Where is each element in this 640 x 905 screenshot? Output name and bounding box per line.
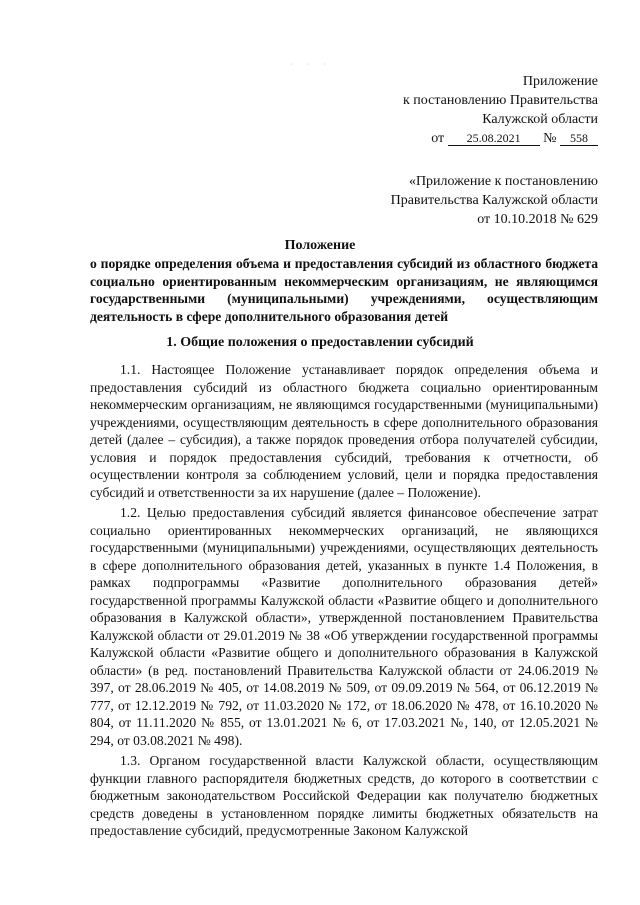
section-heading: 1. Общие положения о предоставлении субсидий	[166, 335, 474, 350]
annex-region-line: Калужской области	[482, 112, 598, 127]
annex-header	[403, 72, 598, 148]
previous-annex-line-3: от 10.10.2018 № 629	[477, 212, 598, 227]
number-label: №	[543, 131, 557, 146]
previous-annex-line-1: «Приложение к постановлению	[408, 174, 598, 189]
section-body	[90, 361, 598, 843]
annex-resolution-line: к постановлению Правительства	[402, 93, 598, 108]
resolution-date: 25.08.2021	[448, 131, 540, 146]
document-subtitle: о порядке определения объема и предоставления субсидий из областного бюджета социально ориентированным некоммерческим организациям, не являющимся государственными (муниципальными) учреждениями, осуществляющим деятельность в сфере дополнительного образования детей	[90, 256, 598, 324]
annex-label: Приложение	[522, 74, 598, 89]
paragraph-1-2: 1.2. Целью предоставления субсидий является финансовое обеспечение затрат социально ориентированных некоммерческих организаций, не являющихся государственными (муниципальными) учреждениями, осуществляющих деятельность в сфере дополнительного образования детей, указанных в пункте 1.4 Положения, в рамках подпрограммы «Развитие дополнительного образования детей» государственной программы Калужской области «Развитие общего и дополнительного образования в Калужской области», утвержденной постановлением Правительства Калужской области от 29.01.2019 № 38 «Об утверждении государственной программы Калужской области «Развитие общего и дополнительного образования в Калужской области» (в ред. постановлений Правительства Калужской области от 24.06.2019 № 397, от 28.06.2019 № 405, от 14.08.2019 № 509, от 09.09.2019 № 564, от 06.12.2019 № 777, от 12.12.2019 № 792, от 11.03.2020 № 172, от 18.06.2020 № 478, от 16.10.2020 № 804, от 11.11.2020 № 855, от 13.01.2021 № 6, от 17.03.2021 №, 140, от 12.05.2021 № 294, от 03.08.2021 № 498).	[90, 505, 598, 748]
annex-date-number-line	[403, 129, 598, 148]
resolution-number: 558	[560, 131, 598, 146]
paragraph-1-1: 1.1. Настоящее Положение устанавливает порядок определения объема и предоставления субсидий из областного бюджета социально ориентированным некоммерческим организациям, не являющимся государственными (муниципальными) учреждениями, осуществляющим деятельность в сфере дополнительного образования детей (далее – субсидия), а также порядок проведения отбора получателей субсидии, условия и порядок предоставления субсидий, требования к отчетности, об осуществлении контроля за соблюдением условий, цели и порядка предоставления субсидий и ответственности за их нарушение (далее – Положение).	[90, 362, 598, 500]
scan-artifact: · · ·	[290, 60, 332, 69]
previous-annex-reference	[391, 172, 598, 229]
document-title: Положение	[284, 238, 356, 253]
from-label: от	[431, 131, 445, 146]
previous-annex-line-2: Правительства Калужской области	[390, 193, 598, 208]
paragraph-1-3: 1.3. Органом государственной власти Калужской области, осуществляющим функции главного распорядителя бюджетных средств, до которого в соответствии с бюджетным законодательством Российской Федерации как получателю бюджетных средств доведены в установленном порядке лимиты бюджетных обязательств на предоставление субсидий, предусмотренные Законом Калужской	[90, 753, 598, 838]
